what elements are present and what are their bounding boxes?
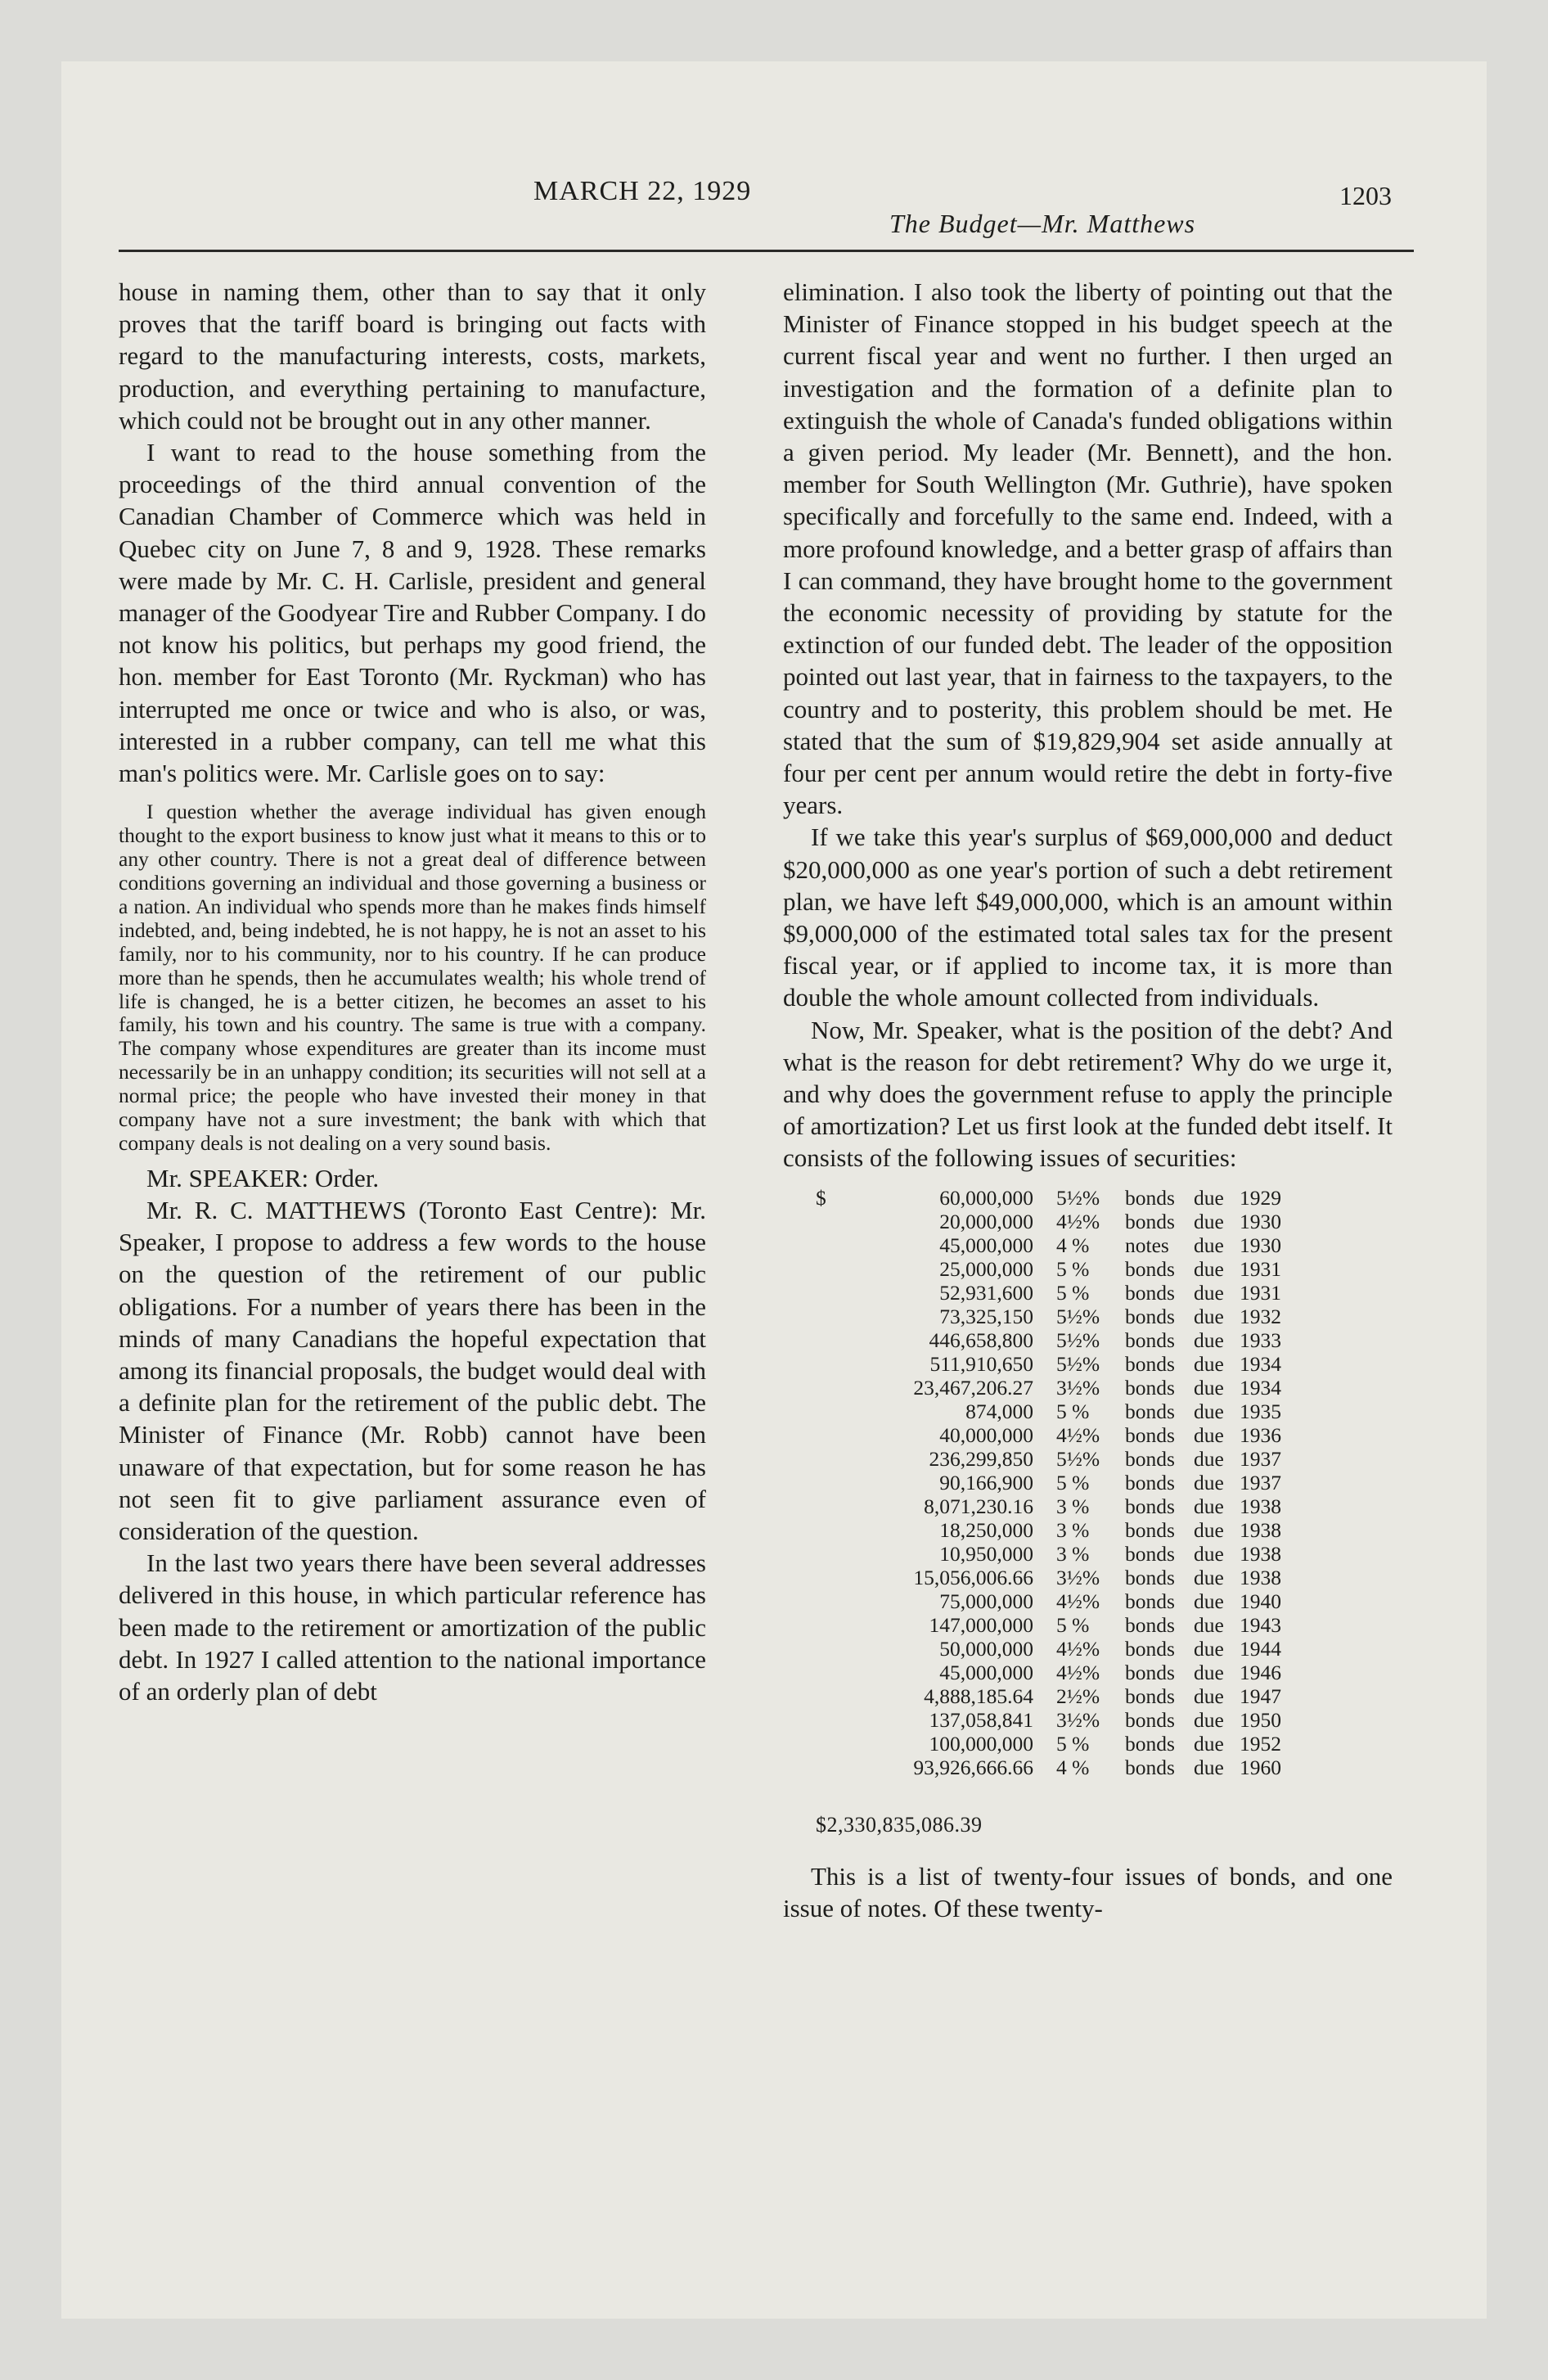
bond-amount: 4,888,185.64 bbox=[924, 1684, 1033, 1708]
table-row bbox=[783, 1328, 1281, 1352]
bond-rate: 5½% bbox=[1056, 1351, 1100, 1376]
bond-year: 1947 bbox=[1240, 1684, 1281, 1708]
table-row bbox=[783, 1352, 1281, 1376]
table-row bbox=[783, 1589, 1281, 1613]
bond-rate: 4½% bbox=[1056, 1636, 1100, 1661]
currency-sign bbox=[783, 1471, 852, 1494]
bond-rate: 5 % bbox=[1056, 1256, 1090, 1281]
currency-sign bbox=[783, 1400, 852, 1423]
bond-year: 1952 bbox=[1240, 1731, 1281, 1756]
securities-table-body bbox=[783, 1186, 1281, 1779]
bond-year: 1931 bbox=[1240, 1256, 1281, 1281]
bond-year: 1940 bbox=[1240, 1589, 1281, 1613]
bond-year: 1930 bbox=[1240, 1233, 1281, 1257]
currency-sign bbox=[783, 1352, 852, 1376]
bond-year: 1950 bbox=[1240, 1707, 1281, 1732]
bond-rate: 3½% bbox=[1056, 1707, 1100, 1732]
bond-due-label: due bbox=[1194, 1565, 1224, 1589]
bond-kind: bonds bbox=[1125, 1256, 1175, 1281]
bond-due-label: due bbox=[1194, 1446, 1224, 1471]
paragraph: This is a list of twenty-four issues of bonds, and one issue of notes. Of these twenty- bbox=[783, 1861, 1393, 1923]
bond-kind: bonds bbox=[1125, 1185, 1175, 1210]
currency-sign bbox=[783, 1566, 852, 1589]
bond-due-label: due bbox=[1194, 1589, 1224, 1613]
bond-due-label: due bbox=[1194, 1399, 1224, 1423]
table-row bbox=[783, 1708, 1281, 1732]
bond-rate: 4½% bbox=[1056, 1589, 1100, 1613]
bond-due-label: due bbox=[1194, 1707, 1224, 1732]
table-row bbox=[783, 1400, 1281, 1423]
currency-sign bbox=[783, 1637, 852, 1661]
bond-amount: 8,071,230.16 bbox=[924, 1494, 1033, 1518]
bond-amount: 50,000,000 bbox=[939, 1636, 1033, 1661]
bond-rate: 5½% bbox=[1056, 1185, 1100, 1210]
bond-kind: bonds bbox=[1125, 1327, 1175, 1352]
currency-sign bbox=[783, 1494, 852, 1518]
paragraph: house in naming them, other than to say that it only proves that the tariff board is bringing out facts with regard to the manufacturing interests, costs, markets, production, and everything pertaining to manufacture, which could not be brought out in any other manner. bbox=[119, 277, 706, 435]
currency-sign bbox=[783, 1328, 852, 1352]
bond-kind: bonds bbox=[1125, 1755, 1175, 1779]
bond-amount: 15,056,006.66 bbox=[913, 1565, 1033, 1589]
page-number: 1203 bbox=[1339, 181, 1392, 210]
paragraph: Now, Mr. Speaker, what is the position of the debt? And what is the reason for debt retirement? Why do we urge it, and why does the government refuse to apply the principle of amortization? Let us first look at the funded debt itself. It consists of the following issues of securities: bbox=[783, 1015, 1393, 1173]
bond-due-label: due bbox=[1194, 1612, 1224, 1637]
table-row bbox=[783, 1471, 1281, 1494]
bond-year: 1937 bbox=[1240, 1470, 1281, 1494]
bond-amount: 60,000,000 bbox=[939, 1185, 1033, 1210]
securities-total: $2,330,835,086.39 bbox=[816, 1812, 983, 1837]
currency-sign bbox=[783, 1661, 852, 1684]
currency-sign bbox=[783, 1305, 852, 1328]
bond-due-label: due bbox=[1194, 1185, 1224, 1210]
bond-due-label: due bbox=[1194, 1755, 1224, 1779]
bond-amount: 236,299,850 bbox=[929, 1446, 1033, 1471]
bond-year: 1930 bbox=[1240, 1209, 1281, 1233]
bond-rate: 5 % bbox=[1056, 1280, 1090, 1305]
table-row bbox=[783, 1756, 1281, 1779]
bond-amount: 147,000,000 bbox=[929, 1612, 1033, 1637]
table-row bbox=[783, 1305, 1281, 1328]
bond-due-label: due bbox=[1194, 1684, 1224, 1708]
bond-year: 1936 bbox=[1240, 1422, 1281, 1447]
currency-sign bbox=[783, 1613, 852, 1637]
table-row bbox=[783, 1423, 1281, 1447]
bond-rate: 3 % bbox=[1056, 1517, 1090, 1542]
bond-due-label: due bbox=[1194, 1517, 1224, 1542]
bond-due-label: due bbox=[1194, 1494, 1224, 1518]
bond-due-label: due bbox=[1194, 1541, 1224, 1566]
bond-rate: 3½% bbox=[1056, 1375, 1100, 1400]
table-row bbox=[783, 1637, 1281, 1661]
bond-rate: 5½% bbox=[1056, 1327, 1100, 1352]
table-row bbox=[783, 1233, 1281, 1257]
currency-sign bbox=[783, 1518, 852, 1542]
paragraph: Mr. R. C. MATTHEWS (Toronto East Centre): Mr. Speaker, I propose to address a few words to the house on the question of the retirement of our public obligations. For a number of years there has been in the minds of many Canadians the hopeful expectation that among its financial proposals, the budget would deal with a definite plan for the retirement of the public debt. The Minister of Finance (Mr. Robb) cannot have been unaware of that expectation, but for some reason he has not seen fit to give parliament assurance even of consideration of the question. bbox=[119, 1196, 706, 1546]
bond-kind: bonds bbox=[1125, 1494, 1175, 1518]
bond-amount: 52,931,600 bbox=[939, 1280, 1033, 1305]
bond-due-label: due bbox=[1194, 1636, 1224, 1661]
bond-year: 1933 bbox=[1240, 1327, 1281, 1352]
bond-amount: 25,000,000 bbox=[939, 1256, 1033, 1281]
quote-text: I question whether the average individual has given enough thought to the export business to know just what it means to this or to any other country. There is not a great deal of difference between conditions governing an individual and those governing a business or a nation. An individual who spends more than he makes finds himself indebted, and, being indebted, he is not happy, he is not an asset to his family, nor to his community, nor to his country. If he can produce more than he spends, then he accumulates wealth; his whole trend of life is changed, he is a better citizen, he becomes an asset to his family, his town and his country. The same is true with a company. The company whose expenditures are greater than its income must necessarily be in an unhappy condition; its securities will not sell at a normal price; the people who have invested their money in that company have not a sure investment; the bank with which that company deals is not dealing on a very sound basis. bbox=[119, 800, 706, 1155]
bond-rate: 2½% bbox=[1056, 1684, 1100, 1708]
bond-kind: bonds bbox=[1125, 1375, 1175, 1400]
bond-rate: 5½% bbox=[1056, 1446, 1100, 1471]
table-row bbox=[783, 1661, 1281, 1684]
table-row bbox=[783, 1257, 1281, 1281]
bond-amount: 45,000,000 bbox=[939, 1233, 1033, 1257]
bond-due-label: due bbox=[1194, 1233, 1224, 1257]
bond-kind: bonds bbox=[1125, 1541, 1175, 1566]
currency-sign bbox=[783, 1281, 852, 1305]
bond-year: 1934 bbox=[1240, 1375, 1281, 1400]
table-row bbox=[783, 1210, 1281, 1233]
bond-year: 1938 bbox=[1240, 1565, 1281, 1589]
bond-year: 1929 bbox=[1240, 1185, 1281, 1210]
currency-sign bbox=[783, 1233, 852, 1257]
page-header bbox=[61, 61, 1487, 266]
bond-due-label: due bbox=[1194, 1660, 1224, 1684]
bond-amount: 93,926,666.66 bbox=[913, 1755, 1033, 1779]
currency-sign bbox=[783, 1257, 852, 1281]
paragraph: elimination. I also took the liberty of pointing out that the Minister of Finance stopped in his budget speech at the current fiscal year and went no further. I then urged an investigation and the formation of a definite plan to extinguish the whole of Canada's funded obligations within a given period. My leader (Mr. Bennett), and the hon. member for South Wellington (Mr. Guthrie), have spoken specifically and forcefully to the same end. Indeed, with a more profound knowledge, and a better grasp of affairs than I can command, they have brought home to the government the economic necessity of providing by statute for the extinction of our funded debt. The leader of the opposition pointed out last year, that in fairness to the taxpayers, to the country and to posterity, this problem should be met. He stated that the sum of $19,829,904 set aside annually at four per cent per annum would retire the debt in forty-five years. bbox=[783, 277, 1393, 820]
bond-amount: 20,000,000 bbox=[939, 1209, 1033, 1233]
bond-due-label: due bbox=[1194, 1304, 1224, 1328]
bond-rate: 4 % bbox=[1056, 1755, 1090, 1779]
bond-rate: 5½% bbox=[1056, 1304, 1100, 1328]
bond-kind: bonds bbox=[1125, 1660, 1175, 1684]
bond-amount: 40,000,000 bbox=[939, 1422, 1033, 1447]
currency-sign bbox=[783, 1542, 852, 1566]
bond-kind: bonds bbox=[1125, 1422, 1175, 1447]
header-subtitle: The Budget—Mr. Matthews bbox=[889, 209, 1196, 238]
left-column bbox=[119, 276, 706, 1707]
bond-rate: 5 % bbox=[1056, 1612, 1090, 1637]
bond-amount: 75,000,000 bbox=[939, 1589, 1033, 1613]
bond-year: 1943 bbox=[1240, 1612, 1281, 1637]
bond-kind: bonds bbox=[1125, 1517, 1175, 1542]
bond-rate: 4½% bbox=[1056, 1660, 1100, 1684]
bond-rate: 3 % bbox=[1056, 1494, 1090, 1518]
bond-due-label: due bbox=[1194, 1375, 1224, 1400]
bond-kind: bonds bbox=[1125, 1209, 1175, 1233]
currency-sign bbox=[783, 1756, 852, 1779]
bond-year: 1938 bbox=[1240, 1517, 1281, 1542]
bond-amount: 100,000,000 bbox=[929, 1731, 1033, 1756]
bond-kind: bonds bbox=[1125, 1304, 1175, 1328]
bond-kind: bonds bbox=[1125, 1612, 1175, 1637]
bond-kind: notes bbox=[1125, 1233, 1169, 1257]
bond-amount: 874,000 bbox=[965, 1399, 1033, 1423]
bond-amount: 18,250,000 bbox=[939, 1517, 1033, 1542]
bond-year: 1932 bbox=[1240, 1304, 1281, 1328]
bond-year: 1937 bbox=[1240, 1446, 1281, 1471]
bond-due-label: due bbox=[1194, 1209, 1224, 1233]
currency-sign bbox=[783, 1447, 852, 1471]
block-quote bbox=[119, 800, 706, 1156]
table-row bbox=[783, 1186, 1281, 1210]
bond-kind: bonds bbox=[1125, 1636, 1175, 1661]
currency-sign bbox=[783, 1376, 852, 1400]
bond-rate: 4½% bbox=[1056, 1209, 1100, 1233]
bond-kind: bonds bbox=[1125, 1684, 1175, 1708]
table-row bbox=[783, 1494, 1281, 1518]
table-row bbox=[783, 1447, 1281, 1471]
currency-sign bbox=[783, 1684, 852, 1708]
table-row bbox=[783, 1566, 1281, 1589]
table-row bbox=[783, 1281, 1281, 1305]
header-rule bbox=[119, 250, 1414, 252]
bond-kind: bonds bbox=[1125, 1589, 1175, 1613]
bond-year: 1935 bbox=[1240, 1399, 1281, 1423]
bond-amount: 23,467,206.27 bbox=[913, 1375, 1033, 1400]
bond-year: 1938 bbox=[1240, 1541, 1281, 1566]
bond-kind: bonds bbox=[1125, 1470, 1175, 1494]
currency-sign: $ bbox=[816, 1185, 826, 1210]
table-row bbox=[783, 1518, 1281, 1542]
bond-year: 1938 bbox=[1240, 1494, 1281, 1518]
currency-sign bbox=[783, 1589, 852, 1613]
currency-sign bbox=[783, 1423, 852, 1447]
table-row bbox=[783, 1613, 1281, 1637]
bond-due-label: due bbox=[1194, 1256, 1224, 1281]
speaker-order: Mr. SPEAKER: Order. bbox=[146, 1163, 380, 1192]
bond-amount: 10,950,000 bbox=[939, 1541, 1033, 1566]
header-date: MARCH 22, 1929 bbox=[533, 176, 752, 206]
bond-rate: 4 % bbox=[1056, 1233, 1090, 1257]
bond-due-label: due bbox=[1194, 1731, 1224, 1756]
currency-sign bbox=[783, 1708, 852, 1732]
paragraph: I want to read to the house something from the proceedings of the third annual convention of the Canadian Chamber of Commerce which was held in Quebec city on June 7, 8 and 9, 1928. These remarks were made by Mr. C. H. Carlisle, president and general manager of the Goodyear Tire and Rubber Company. I do not know his politics, but perhaps my good friend, the hon. member for East Toronto (Mr. Ryckman) who has interrupted me once or twice and who is also, or was, interested in a rubber company, can tell me what this man's politics were. Mr. Carlisle goes on to say: bbox=[119, 438, 706, 788]
bond-kind: bonds bbox=[1125, 1351, 1175, 1376]
bond-due-label: due bbox=[1194, 1280, 1224, 1305]
bond-kind: bonds bbox=[1125, 1446, 1175, 1471]
bond-amount: 73,325,150 bbox=[939, 1304, 1033, 1328]
bond-due-label: due bbox=[1194, 1327, 1224, 1352]
right-column bbox=[783, 276, 1393, 1924]
bond-rate: 5 % bbox=[1056, 1731, 1090, 1756]
bond-year: 1931 bbox=[1240, 1280, 1281, 1305]
bond-kind: bonds bbox=[1125, 1399, 1175, 1423]
table-row bbox=[783, 1684, 1281, 1708]
bond-year: 1960 bbox=[1240, 1755, 1281, 1779]
bond-rate: 4½% bbox=[1056, 1422, 1100, 1447]
securities-table bbox=[783, 1186, 1281, 1779]
bond-due-label: due bbox=[1194, 1470, 1224, 1494]
paragraph: In the last two years there have been several addresses delivered in this house, in which particular reference has been made to the retirement or amortization of the public debt. In 1927 I called attention to the national importance of an orderly plan of debt bbox=[119, 1548, 706, 1706]
bond-rate: 5 % bbox=[1056, 1470, 1090, 1494]
bond-due-label: due bbox=[1194, 1351, 1224, 1376]
bond-year: 1934 bbox=[1240, 1351, 1281, 1376]
bond-kind: bonds bbox=[1125, 1280, 1175, 1305]
paragraph: If we take this year's surplus of $69,000,000 and deduct $20,000,000 as one year's portion of such a debt retirement plan, we have left $49,000,000, which is an amount within $9,000,000 of the estimated total sales tax for the present fiscal year, or if applied to income tax, it is more than double the whole amount collected from individuals. bbox=[783, 823, 1393, 1012]
bond-kind: bonds bbox=[1125, 1707, 1175, 1732]
bond-kind: bonds bbox=[1125, 1731, 1175, 1756]
bond-amount: 446,658,800 bbox=[929, 1327, 1033, 1352]
bond-amount: 511,910,650 bbox=[929, 1351, 1033, 1376]
table-row bbox=[783, 1542, 1281, 1566]
currency-sign bbox=[783, 1210, 852, 1233]
bond-rate: 3 % bbox=[1056, 1541, 1090, 1566]
bond-amount: 137,058,841 bbox=[929, 1707, 1033, 1732]
bond-year: 1946 bbox=[1240, 1660, 1281, 1684]
bond-amount: 45,000,000 bbox=[939, 1660, 1033, 1684]
bond-amount: 90,166,900 bbox=[939, 1470, 1033, 1494]
currency-sign bbox=[783, 1732, 852, 1756]
bond-year: 1944 bbox=[1240, 1636, 1281, 1661]
table-row bbox=[783, 1376, 1281, 1400]
bond-kind: bonds bbox=[1125, 1565, 1175, 1589]
bond-rate: 5 % bbox=[1056, 1399, 1090, 1423]
table-row bbox=[783, 1732, 1281, 1756]
bond-rate: 3½% bbox=[1056, 1565, 1100, 1589]
bond-due-label: due bbox=[1194, 1422, 1224, 1447]
document-page bbox=[61, 61, 1487, 2319]
